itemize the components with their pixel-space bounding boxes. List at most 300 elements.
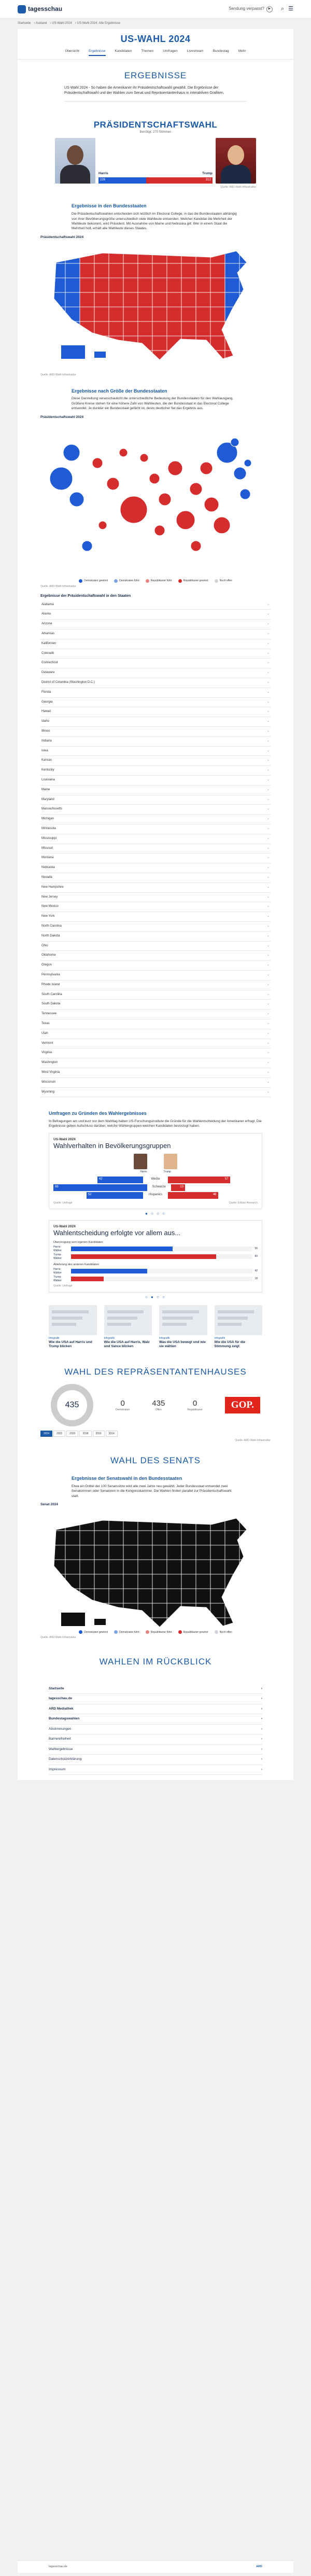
state-shape[interactable] (152, 307, 167, 321)
state-shape[interactable] (196, 1531, 210, 1545)
state-bubble[interactable] (240, 489, 250, 499)
state-shape[interactable] (181, 263, 196, 278)
us-results-map[interactable] (40, 242, 262, 371)
state-shape[interactable] (210, 307, 225, 321)
state-shape[interactable] (210, 1516, 225, 1531)
year-pill[interactable]: 2024 (40, 1431, 52, 1437)
state-shape[interactable] (51, 249, 65, 263)
state-shape[interactable] (94, 249, 109, 263)
state-shape[interactable] (109, 351, 123, 365)
state-accordion-item[interactable] (40, 678, 271, 688)
state-shape[interactable] (239, 1516, 254, 1531)
state-shape[interactable] (51, 1589, 65, 1603)
tab-item[interactable]: Mehr (238, 49, 246, 53)
state-shape[interactable] (181, 1560, 196, 1574)
tab-item[interactable]: Kandidaten (115, 49, 132, 53)
senate-map[interactable] (40, 1509, 262, 1628)
state-shape[interactable] (167, 1574, 181, 1589)
state-shape[interactable] (109, 292, 123, 307)
state-shape[interactable] (138, 1560, 152, 1574)
state-accordion-item[interactable] (40, 1000, 271, 1010)
state-shape[interactable] (196, 1545, 210, 1560)
state-shape[interactable] (138, 263, 152, 278)
state-shape[interactable] (210, 278, 225, 292)
state-shape[interactable] (239, 1560, 254, 1574)
state-shape[interactable] (138, 307, 152, 321)
state-accordion-item[interactable] (40, 688, 271, 698)
state-accordion-item[interactable] (40, 1078, 271, 1088)
state-shape[interactable] (225, 336, 239, 351)
state-shape[interactable] (123, 1545, 138, 1560)
state-shape[interactable] (167, 263, 181, 278)
state-shape[interactable] (152, 1603, 167, 1618)
state-shape[interactable] (80, 1574, 94, 1589)
state-shape[interactable] (167, 307, 181, 321)
state-shape[interactable] (196, 321, 210, 336)
state-shape[interactable] (123, 336, 138, 351)
state-shape[interactable] (225, 1516, 239, 1531)
state-bubble[interactable] (176, 511, 195, 529)
state-bubble[interactable] (50, 467, 73, 490)
state-shape[interactable] (123, 351, 138, 365)
state-shape[interactable] (51, 1531, 65, 1545)
state-shape[interactable] (152, 321, 167, 336)
state-accordion-item[interactable] (40, 922, 271, 932)
state-shape[interactable] (109, 1589, 123, 1603)
state-accordion-item[interactable] (40, 824, 271, 834)
state-shape[interactable] (210, 1545, 225, 1560)
state-shape[interactable] (51, 1545, 65, 1560)
state-shape[interactable] (196, 249, 210, 263)
state-accordion-item[interactable] (40, 610, 271, 620)
state-shape[interactable] (94, 307, 109, 321)
state-shape[interactable] (225, 1560, 239, 1574)
state-bubble[interactable] (63, 444, 80, 461)
state-shape[interactable] (65, 1545, 80, 1560)
state-shape[interactable] (210, 292, 225, 307)
state-shape[interactable] (94, 1603, 109, 1618)
state-shape[interactable] (138, 278, 152, 292)
state-shape[interactable] (80, 263, 94, 278)
state-shape[interactable] (94, 263, 109, 278)
footer-link[interactable] (49, 1734, 262, 1744)
state-shape[interactable] (65, 307, 80, 321)
year-pill[interactable]: 2022 (53, 1431, 65, 1437)
state-shape[interactable] (225, 1531, 239, 1545)
teaser-card[interactable] (49, 1305, 97, 1349)
state-shape[interactable] (109, 1545, 123, 1560)
bottom-site-name[interactable]: tagesschau.de (49, 2565, 67, 2568)
breadcrumb-item[interactable]: Startseite (18, 22, 31, 25)
state-accordion-item[interactable] (40, 737, 271, 747)
tab-item[interactable]: Bundestag (213, 49, 229, 53)
state-accordion-item[interactable] (40, 620, 271, 629)
state-shape[interactable] (239, 336, 254, 351)
state-shape[interactable] (138, 1516, 152, 1531)
state-shape[interactable] (196, 336, 210, 351)
carousel-dots[interactable]: ○ ● ○ ○ (145, 1294, 166, 1299)
state-shape[interactable] (94, 336, 109, 351)
state-bubble[interactable] (119, 449, 128, 457)
footer-link[interactable] (49, 1704, 262, 1714)
state-shape[interactable] (138, 292, 152, 307)
state-shape[interactable] (225, 1603, 239, 1618)
state-shape[interactable] (65, 249, 80, 263)
state-accordion-item[interactable] (40, 1010, 271, 1019)
state-accordion-item[interactable] (40, 834, 271, 844)
state-accordion-item[interactable] (40, 668, 271, 678)
state-accordion-item[interactable] (40, 766, 271, 776)
state-shape[interactable] (196, 1560, 210, 1574)
state-accordion-item[interactable] (40, 786, 271, 795)
state-bubble[interactable] (140, 454, 148, 462)
state-shape[interactable] (210, 263, 225, 278)
state-bubble[interactable] (244, 459, 251, 467)
state-shape[interactable] (210, 321, 225, 336)
state-shape[interactable] (167, 1531, 181, 1545)
state-bubble[interactable] (200, 462, 213, 474)
state-accordion-item[interactable] (40, 1029, 271, 1039)
state-shape[interactable] (181, 336, 196, 351)
state-shape[interactable] (80, 1560, 94, 1574)
footer-link[interactable] (49, 1745, 262, 1755)
state-shape[interactable] (152, 1574, 167, 1589)
state-shape[interactable] (167, 1603, 181, 1618)
tab-item[interactable]: Themen (141, 49, 154, 53)
state-shape[interactable] (196, 263, 210, 278)
state-shape[interactable] (80, 278, 94, 292)
state-shape[interactable] (239, 1589, 254, 1603)
state-bubble[interactable] (234, 467, 246, 480)
state-accordion-item[interactable] (40, 659, 271, 668)
teaser-card[interactable] (215, 1305, 263, 1349)
year-pill[interactable]: 2014 (106, 1431, 118, 1437)
state-shape[interactable] (225, 1618, 239, 1628)
state-bubble[interactable] (98, 521, 107, 529)
state-bubble[interactable] (191, 541, 201, 551)
state-accordion-item[interactable] (40, 805, 271, 815)
state-alaska[interactable] (61, 1613, 85, 1626)
state-accordion-item[interactable] (40, 1039, 271, 1049)
state-shape[interactable] (225, 249, 239, 263)
state-shape[interactable] (152, 1589, 167, 1603)
state-accordion-item[interactable] (40, 1088, 271, 1098)
state-shape[interactable] (239, 1603, 254, 1618)
state-accordion-item[interactable] (40, 776, 271, 786)
state-accordion-item[interactable] (40, 844, 271, 854)
state-accordion-item[interactable] (40, 883, 271, 893)
state-accordion-item[interactable] (40, 600, 271, 610)
state-shape[interactable] (181, 1545, 196, 1560)
state-shape[interactable] (225, 1545, 239, 1560)
state-shape[interactable] (239, 1545, 254, 1560)
state-bubble[interactable] (82, 541, 92, 551)
state-shape[interactable] (123, 278, 138, 292)
state-shape[interactable] (167, 336, 181, 351)
state-shape[interactable] (181, 1589, 196, 1603)
state-shape[interactable] (123, 1574, 138, 1589)
site-logo[interactable]: tagesschau (28, 5, 63, 12)
state-bubble[interactable] (190, 483, 202, 495)
state-shape[interactable] (181, 307, 196, 321)
state-accordion-item[interactable] (40, 795, 271, 805)
state-shape[interactable] (109, 278, 123, 292)
state-accordion-item[interactable] (40, 1019, 271, 1029)
state-accordion-item[interactable] (40, 629, 271, 639)
state-shape[interactable] (167, 1545, 181, 1560)
tagesschau-logo-icon[interactable] (18, 5, 26, 13)
state-shape[interactable] (181, 321, 196, 336)
state-bubble[interactable] (204, 497, 219, 512)
state-shape[interactable] (225, 263, 239, 278)
state-bubble[interactable] (120, 496, 147, 523)
state-shape[interactable] (123, 1516, 138, 1531)
state-shape[interactable] (196, 1589, 210, 1603)
state-shape[interactable] (80, 1531, 94, 1545)
state-shape[interactable] (210, 1589, 225, 1603)
state-shape[interactable] (138, 1531, 152, 1545)
state-shape[interactable] (94, 292, 109, 307)
state-shape[interactable] (196, 351, 210, 365)
state-shape[interactable] (239, 292, 254, 307)
state-shape[interactable] (109, 1560, 123, 1574)
state-shape[interactable] (196, 1603, 210, 1618)
state-shape[interactable] (94, 1545, 109, 1560)
state-shape[interactable] (94, 1574, 109, 1589)
state-shape[interactable] (167, 1589, 181, 1603)
state-shape[interactable] (181, 1531, 196, 1545)
state-shape[interactable] (239, 307, 254, 321)
state-shape[interactable] (181, 1603, 196, 1618)
state-accordion-item[interactable] (40, 639, 271, 649)
state-shape[interactable] (210, 249, 225, 263)
state-shape[interactable] (152, 1560, 167, 1574)
state-accordion-item[interactable] (40, 756, 271, 766)
search-icon[interactable]: ⌕ (280, 6, 285, 12)
teaser-card[interactable] (104, 1305, 152, 1349)
menu-icon[interactable]: ☰ (288, 6, 293, 12)
state-shape[interactable] (80, 307, 94, 321)
state-shape[interactable] (138, 1545, 152, 1560)
state-shape[interactable] (65, 1516, 80, 1531)
state-shape[interactable] (239, 1618, 254, 1628)
state-shape[interactable] (225, 1589, 239, 1603)
state-shape[interactable] (167, 1560, 181, 1574)
state-shape[interactable] (239, 321, 254, 336)
state-shape[interactable] (51, 1516, 65, 1531)
state-shape[interactable] (196, 1574, 210, 1589)
state-shape[interactable] (123, 263, 138, 278)
state-shape[interactable] (210, 1560, 225, 1574)
state-shape[interactable] (152, 1531, 167, 1545)
state-shape[interactable] (80, 292, 94, 307)
state-shape[interactable] (51, 292, 65, 307)
state-shape[interactable] (138, 321, 152, 336)
state-accordion-item[interactable] (40, 990, 271, 1000)
state-shape[interactable] (109, 321, 123, 336)
state-accordion-item[interactable] (40, 873, 271, 883)
state-bubble[interactable] (92, 458, 103, 468)
state-shape[interactable] (181, 278, 196, 292)
state-shape[interactable] (94, 1516, 109, 1531)
state-accordion-item[interactable] (40, 707, 271, 717)
tab-item[interactable]: Livestream (187, 49, 204, 53)
state-shape[interactable] (123, 1560, 138, 1574)
footer-link[interactable] (49, 1755, 262, 1765)
state-shape[interactable] (138, 1574, 152, 1589)
state-shape[interactable] (152, 1545, 167, 1560)
state-shape[interactable] (65, 1560, 80, 1574)
state-accordion-item[interactable] (40, 951, 271, 961)
state-shape[interactable] (51, 1560, 65, 1574)
state-shape[interactable] (109, 1531, 123, 1545)
state-shape[interactable] (94, 278, 109, 292)
state-shape[interactable] (94, 1531, 109, 1545)
state-shape[interactable] (65, 1574, 80, 1589)
state-shape[interactable] (239, 1574, 254, 1589)
state-shape[interactable] (167, 351, 181, 365)
state-shape[interactable] (152, 263, 167, 278)
state-accordion-item[interactable] (40, 912, 271, 922)
state-shape[interactable] (210, 1531, 225, 1545)
state-shape[interactable] (239, 263, 254, 278)
breadcrumb-item[interactable]: US-Wahl 2024 (52, 22, 72, 25)
state-accordion-item[interactable] (40, 853, 271, 863)
state-shape[interactable] (65, 278, 80, 292)
state-bubble[interactable] (154, 525, 165, 536)
footer-link[interactable] (49, 1714, 262, 1724)
state-accordion-item[interactable] (40, 902, 271, 912)
state-shape[interactable] (152, 249, 167, 263)
state-bubble[interactable] (168, 461, 182, 475)
state-shape[interactable] (225, 321, 239, 336)
state-shape[interactable] (138, 1589, 152, 1603)
state-shape[interactable] (138, 351, 152, 365)
state-shape[interactable] (123, 1589, 138, 1603)
state-accordion-item[interactable] (40, 961, 271, 971)
state-shape[interactable] (167, 1618, 181, 1628)
state-shape[interactable] (138, 1618, 152, 1628)
state-shape[interactable] (123, 1531, 138, 1545)
footer-link[interactable] (49, 1765, 262, 1775)
state-shape[interactable] (210, 1574, 225, 1589)
state-alaska[interactable] (61, 345, 85, 359)
state-shape[interactable] (51, 278, 65, 292)
state-shape[interactable] (152, 278, 167, 292)
state-shape[interactable] (109, 1574, 123, 1589)
state-shape[interactable] (123, 292, 138, 307)
state-shape[interactable] (167, 278, 181, 292)
state-accordion-item[interactable] (40, 717, 271, 727)
state-shape[interactable] (196, 1618, 210, 1628)
state-shape[interactable] (196, 292, 210, 307)
footer-link[interactable] (49, 1694, 262, 1704)
state-shape[interactable] (196, 307, 210, 321)
state-bubble[interactable] (107, 478, 119, 490)
state-shape[interactable] (65, 292, 80, 307)
state-shape[interactable] (109, 1516, 123, 1531)
state-shape[interactable] (123, 307, 138, 321)
state-accordion-item[interactable] (40, 942, 271, 951)
state-shape[interactable] (210, 1618, 225, 1628)
ard-logo[interactable]: ARD (256, 2565, 262, 2568)
state-shape[interactable] (225, 292, 239, 307)
state-shape[interactable] (51, 321, 65, 336)
breadcrumb-item[interactable]: Ausland (35, 22, 47, 25)
state-accordion-item[interactable] (40, 747, 271, 757)
state-shape[interactable] (109, 263, 123, 278)
state-shape[interactable] (152, 336, 167, 351)
state-shape[interactable] (181, 351, 196, 365)
state-shape[interactable] (167, 321, 181, 336)
state-accordion-item[interactable] (40, 1068, 271, 1078)
state-accordion-item[interactable] (40, 815, 271, 824)
state-shape[interactable] (181, 1618, 196, 1628)
state-shape[interactable] (123, 249, 138, 263)
tab-item[interactable]: Umfragen (163, 49, 178, 53)
state-shape[interactable] (94, 1560, 109, 1574)
year-pill[interactable]: 2016 (93, 1431, 105, 1437)
state-shape[interactable] (109, 307, 123, 321)
teaser-card[interactable] (159, 1305, 207, 1349)
state-bubble[interactable] (159, 493, 171, 506)
state-accordion-item[interactable] (40, 932, 271, 942)
state-shape[interactable] (80, 1545, 94, 1560)
state-shape[interactable] (167, 292, 181, 307)
state-shape[interactable] (210, 336, 225, 351)
state-shape[interactable] (65, 263, 80, 278)
state-accordion-item[interactable] (40, 698, 271, 708)
state-shape[interactable] (196, 278, 210, 292)
year-pill[interactable]: 2018 (79, 1431, 91, 1437)
year-pill[interactable]: 2020 (66, 1431, 78, 1437)
state-bubble[interactable] (214, 517, 230, 534)
carousel-dots[interactable]: ● ○ ○ ○ (145, 1211, 166, 1216)
state-accordion-item[interactable] (40, 1058, 271, 1068)
tab-item[interactable]: Ergebnisse (89, 49, 106, 55)
footer-link[interactable] (49, 1684, 262, 1694)
state-accordion-item[interactable] (40, 971, 271, 981)
state-bubble[interactable] (69, 492, 84, 507)
state-shape[interactable] (80, 321, 94, 336)
state-shape[interactable] (210, 1603, 225, 1618)
state-shape[interactable] (181, 1574, 196, 1589)
state-hawaii[interactable] (94, 1619, 106, 1625)
state-shape[interactable] (196, 1516, 210, 1531)
state-accordion-item[interactable] (40, 1048, 271, 1058)
state-shape[interactable] (239, 351, 254, 365)
tab-item[interactable]: Übersicht (65, 49, 79, 53)
state-shape[interactable] (181, 292, 196, 307)
state-accordion-item[interactable] (40, 981, 271, 990)
state-shape[interactable] (152, 1618, 167, 1628)
state-shape[interactable] (123, 1618, 138, 1628)
state-bubble[interactable] (149, 473, 160, 484)
state-shape[interactable] (109, 249, 123, 263)
footer-link[interactable] (49, 1725, 262, 1734)
state-hawaii[interactable] (94, 352, 106, 358)
state-accordion-item[interactable] (40, 649, 271, 659)
state-shape[interactable] (239, 249, 254, 263)
state-shape[interactable] (225, 278, 239, 292)
state-shape[interactable] (152, 292, 167, 307)
state-shape[interactable] (152, 1516, 167, 1531)
state-bubble[interactable] (231, 438, 239, 446)
state-shape[interactable] (123, 1603, 138, 1618)
state-shape[interactable] (138, 249, 152, 263)
state-accordion-item[interactable] (40, 863, 271, 873)
state-shape[interactable] (239, 1531, 254, 1545)
